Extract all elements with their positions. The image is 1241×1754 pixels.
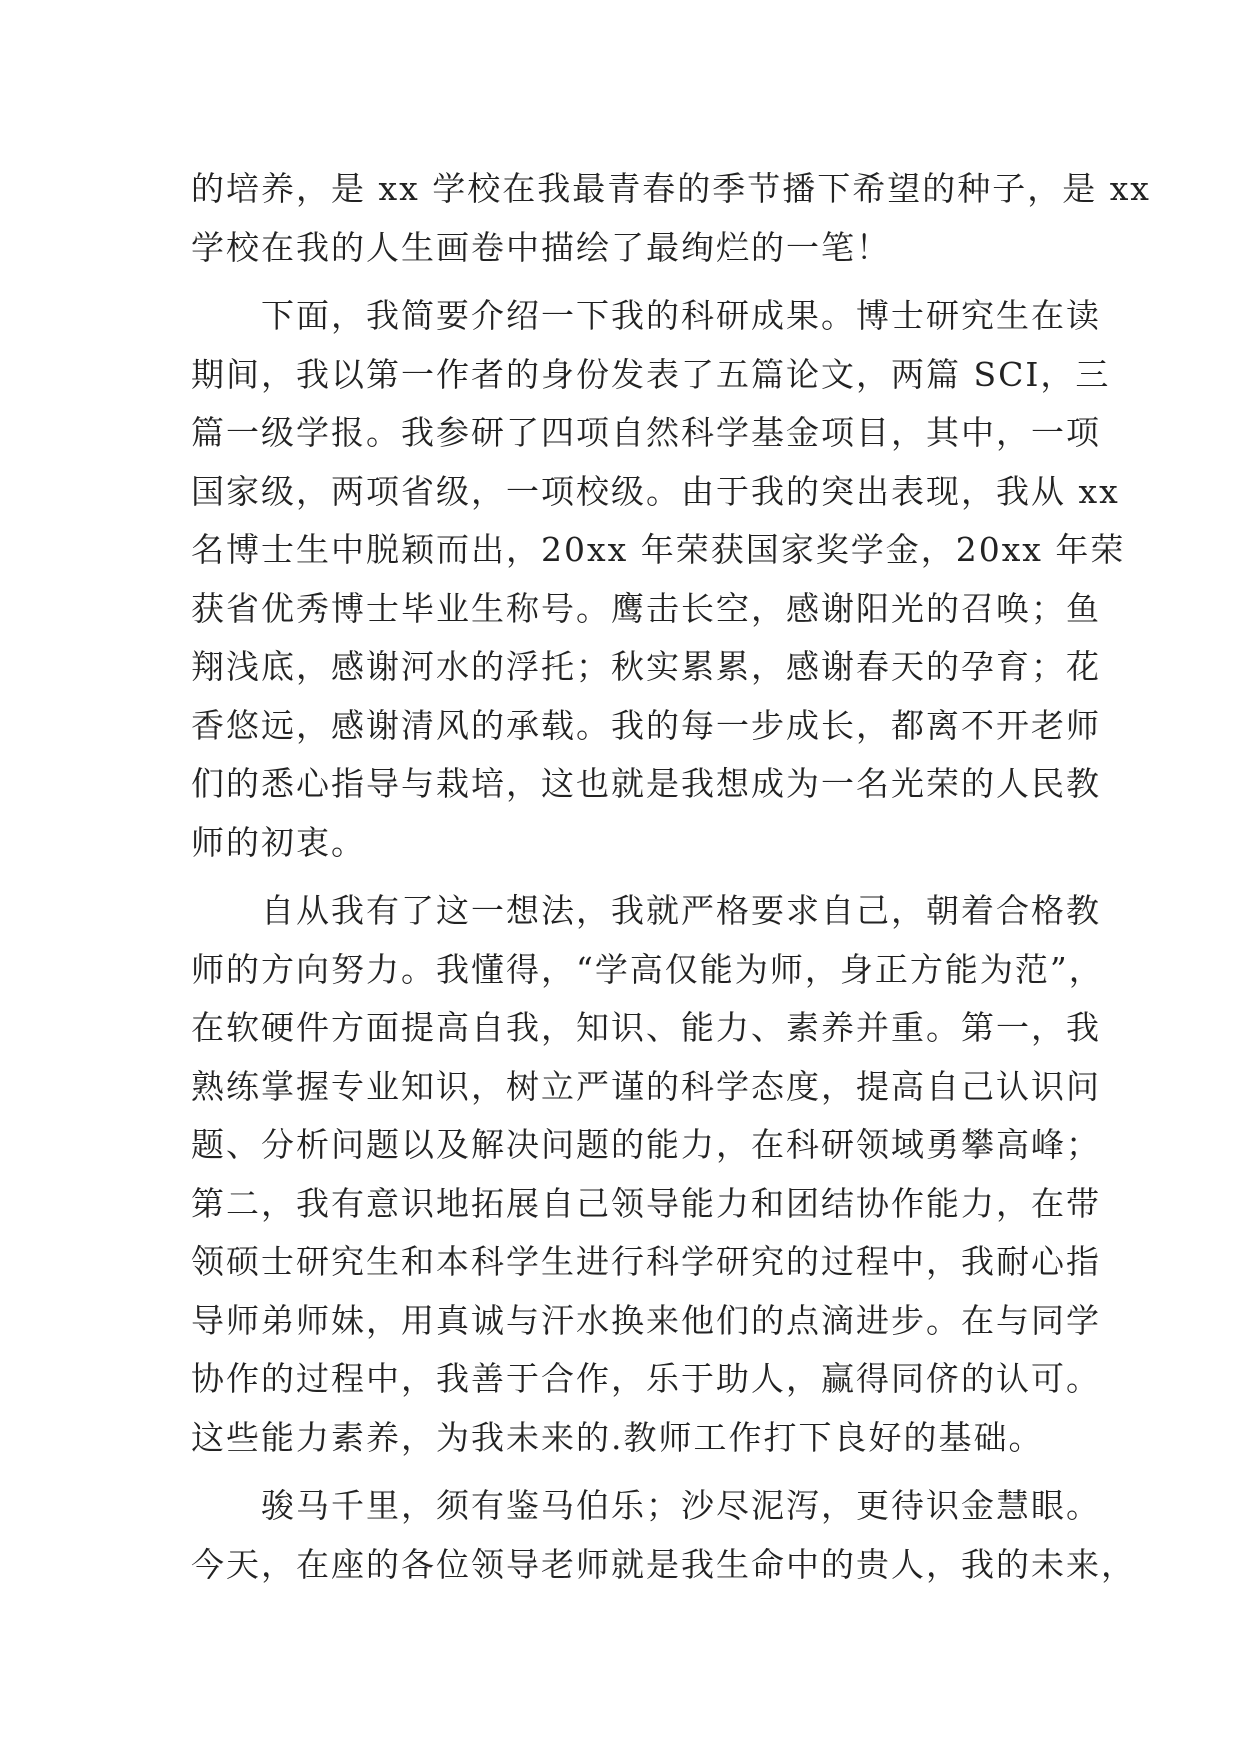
- text-line: 的培养，是 xx 学校在我最青春的季节播下希望的种子，是 xx: [191, 169, 1151, 208]
- text-line: 国家级，两项省级，一项校级。由于我的突出表现，我从 xx: [191, 471, 1120, 511]
- paragraph: [191, 160, 1151, 277]
- text-line: 这些能力素养，为我未来的.教师工作打下良好的基础。: [191, 1417, 1044, 1457]
- text-line: 今天，在座的各位领导老师就是我生命中的贵人，我的未来，: [191, 1544, 1136, 1584]
- text-line: 师的初衷。: [191, 822, 366, 862]
- document-body: [191, 160, 1151, 1594]
- paragraph: [191, 1477, 1136, 1594]
- text-line: 们的悉心指导与栽培，这也就是我想成为一名光荣的人民教: [191, 764, 1101, 803]
- text-line: 题、分析问题以及解决问题的能力，在科研领域勇攀高峰；: [191, 1125, 1101, 1164]
- text-line: 下面，我简要介绍一下我的科研成果。博士研究生在读: [191, 296, 1101, 335]
- text-line: 学校在我的人生画卷中描绘了最绚烂的一笔！: [191, 227, 891, 267]
- text-line: 名博士生中脱颖而出，20xx 年荣获国家奖学金，20xx 年荣: [191, 530, 1126, 569]
- text-line: 自从我有了这一想法，我就严格要求自己，朝着合格教: [191, 891, 1101, 930]
- text-line: 在软硬件方面提高自我，知识、能力、素养并重。第一，我: [191, 1008, 1101, 1047]
- text-line: 获省优秀博士毕业生称号。鹰击长空，感谢阳光的召唤；鱼: [191, 588, 1101, 628]
- text-line: 导师弟师妹，用真诚与汗水换来他们的点滴进步。在与同学: [191, 1300, 1101, 1340]
- text-line: 骏马千里，须有鉴马伯乐；沙尽泥泻，更待识金慧眼。: [191, 1486, 1101, 1525]
- text-line: 熟练掌握专业知识，树立严谨的科学态度，提高自己认识问: [191, 1066, 1101, 1106]
- text-line: 师的方向努力。我懂得，“学高仅能为师，身正方能为范”，: [191, 949, 1104, 989]
- text-line: 篇一级学报。我参研了四项自然科学基金项目，其中，一项: [191, 413, 1101, 452]
- text-line: 协作的过程中，我善于合作，乐于助人，赢得同侪的认可。: [191, 1359, 1101, 1398]
- paragraph: [191, 287, 1126, 872]
- text-line: 第二，我有意识地拓展自己领导能力和团结协作能力，在带: [191, 1183, 1101, 1223]
- text-line: 香悠远，感谢清风的承载。我的每一步成长，都离不开老师: [191, 705, 1101, 745]
- text-line: 期间，我以第一作者的身份发表了五篇论文，两篇 SCI，三: [191, 354, 1111, 394]
- text-line: 领硕士研究生和本科学生进行科学研究的过程中，我耐心指: [191, 1242, 1101, 1281]
- text-line: 翔浅底，感谢河水的浮托；秋实累累，感谢春天的孕育；花: [191, 647, 1101, 686]
- paragraph: [191, 882, 1104, 1467]
